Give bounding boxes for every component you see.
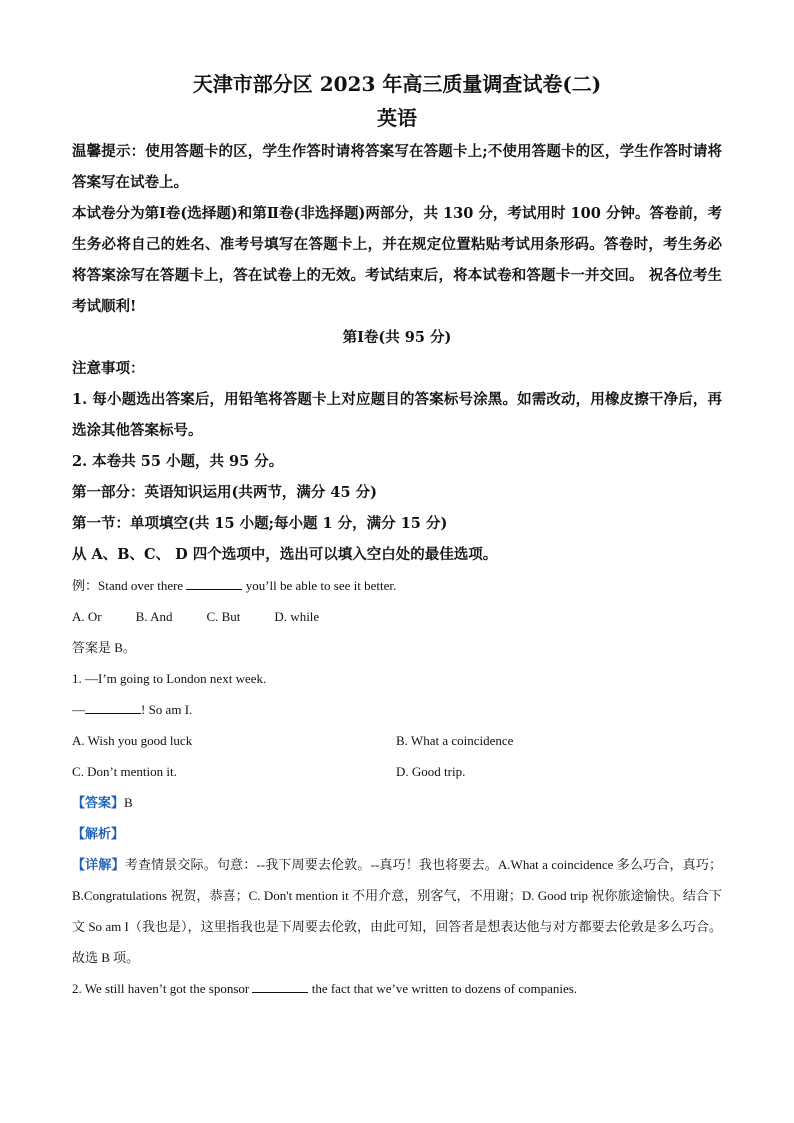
answer-blank — [252, 980, 308, 993]
answer-blank — [85, 701, 141, 714]
exam-intro: 本试卷分为第Ⅰ卷(选择题)和第Ⅱ卷(非选择题)两部分，共 130 分，考试用时 100 分钟。答卷前，考生务必将自己的姓名、准考号填写在答题卡上，并在规定位置粘贴考试用条形码。答卷时，考生务必将答案涂写在答题卡上，答在试卷上的无效。考试结束后，将本试卷和答题卡一并交回。 祝各位考生考试顺利! — [72, 205, 722, 315]
example-stem-before: 例：Stand over there — [72, 578, 187, 593]
example-stem — [72, 570, 722, 601]
example-stem-after: you’ll be able to see it better. — [242, 578, 397, 593]
q1-line2-suffix: ! So am I. — [141, 702, 193, 717]
q1-option-a: A. Wish you good luck — [72, 733, 193, 748]
analysis-tag: 【解析】 — [72, 826, 125, 841]
q2-stem-before: 2. We still haven’t got the sponsor — [72, 981, 253, 996]
q1-detail — [72, 849, 722, 973]
q1-options — [72, 725, 722, 787]
exam-title: 天津市部分区 2023 年高三质量调查试卷(二) — [192, 72, 602, 96]
note-2: 2. 本卷共 55 小题，共 95 分。 — [72, 453, 284, 470]
section-instruction: 从 A、B、C、 D 四个选项中，选出可以填入空白处的最佳选项。 — [72, 546, 498, 563]
q1-option-b: B. What a coincidence — [396, 733, 514, 748]
q1-option-c: C. Don’t mention it. — [72, 764, 177, 779]
note-1: 1. 每小题选出答案后，用铅笔将答题卡上对应题目的答案标号涂黑。如需改动，用橡皮擦干净后，再选涂其他答案标号。 — [72, 391, 722, 439]
answer-value: B — [124, 795, 133, 810]
subject-title: 英语 — [377, 106, 417, 130]
answer-blank — [186, 577, 242, 590]
detail-text: 考查情景交际。句意：--我下周要去伦敦。--真巧！我也将要去。A.What a coincidence 多么巧合，真巧；B.Congratulations 祝贺，恭喜；C. Don't mention it 不用介意，别客气，不用谢；D. Good trip 祝你旅途愉快。结合下文 So am I（我也是），这里指我也是下周要去伦敦，由此可知，回答者是想表达他与对方都要去伦敦是多么巧合。故选 B 项。 — [72, 857, 722, 965]
example-option-d: D. while — [274, 609, 320, 624]
section-1-title: 第一部分：英语知识运用(共两节，满分 45 分) — [72, 484, 377, 501]
example-options — [72, 601, 722, 632]
example-option-b: B. And — [135, 609, 173, 624]
exam-page — [72, 70, 722, 1004]
q1-option-d: D. Good trip. — [396, 764, 466, 779]
example-answer: 答案是 B。 — [72, 640, 136, 655]
q1-answer — [72, 787, 722, 818]
q2-stem-after: the fact that we’ve written to dozens of companies. — [308, 981, 578, 996]
part1-heading: 第Ⅰ卷(共 95 分) — [342, 329, 452, 346]
q1-analysis — [72, 818, 722, 849]
notes-title: 注意事项： — [72, 360, 145, 377]
detail-tag: 【详解】 — [72, 857, 125, 872]
q2-stem — [72, 973, 722, 1004]
warm-tip: 温馨提示：使用答题卡的区，学生作答时请将答案写在答题卡上;不使用答题卡的区，学生作答时请将答案写在试卷上。 — [72, 143, 722, 191]
answer-tag: 【答案】 — [72, 795, 125, 810]
q1-line2-prefix: — — [72, 702, 85, 717]
example-option-c: C. But — [206, 609, 241, 624]
q1-line1: 1. —I’m going to London next week. — [72, 671, 267, 686]
q1-line2 — [72, 694, 722, 725]
example-option-a: A. Or — [72, 609, 102, 624]
section-1-1-title: 第一节：单项填空(共 15 小题;每小题 1 分，满分 15 分) — [72, 515, 448, 532]
